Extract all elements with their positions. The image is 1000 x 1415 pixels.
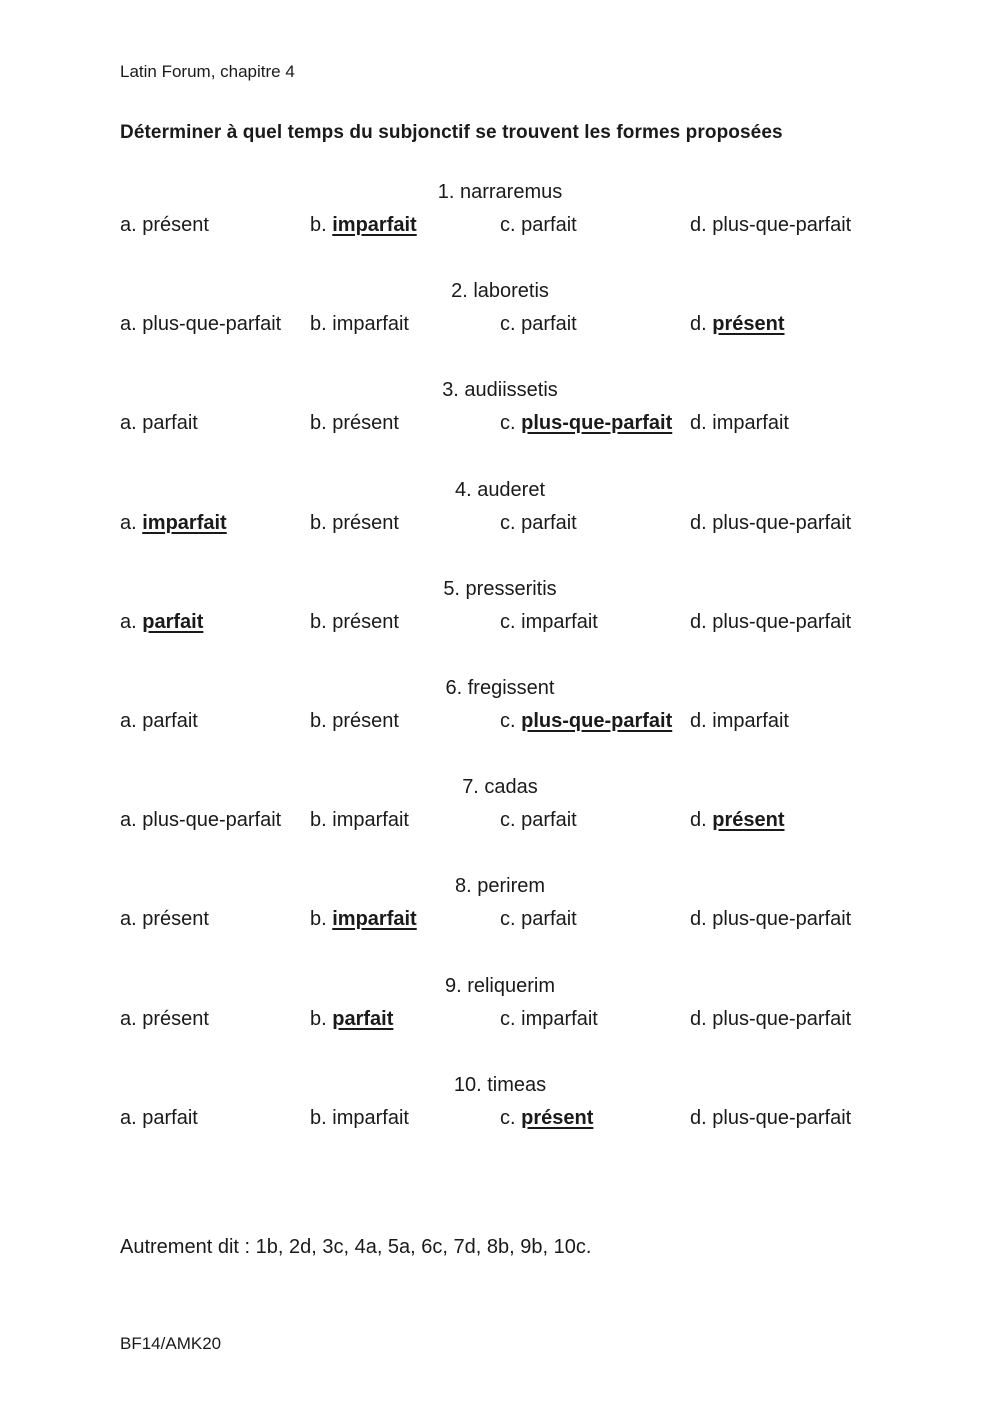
answer-option xyxy=(500,1104,690,1132)
question-block xyxy=(120,476,880,537)
option-text: imparfait xyxy=(332,809,409,832)
option-letter: d. xyxy=(690,809,707,832)
option-row xyxy=(120,211,880,239)
question-word: 4. auderet xyxy=(454,478,546,501)
answer-option xyxy=(500,608,690,636)
option-letter: b. xyxy=(310,710,327,732)
option-text: présent xyxy=(142,214,209,236)
option-text: parfait xyxy=(142,710,198,732)
option-letter: c. xyxy=(500,1007,516,1030)
answer-summary: Autrement dit : 1b, 2d, 3c, 4a, 5a, 6c, 7d, 8b, 9b, 10c. xyxy=(120,1236,592,1258)
option-letter: c. xyxy=(500,809,516,832)
option-text: plus-que-parfait xyxy=(712,908,852,931)
answer-option xyxy=(690,608,880,636)
option-row xyxy=(120,509,880,537)
option-row xyxy=(120,310,880,338)
option-row xyxy=(120,1005,880,1033)
option-text: parfait xyxy=(521,313,577,336)
answer-option xyxy=(690,211,880,239)
answer-option xyxy=(310,905,500,933)
question-word: 5. presseritis xyxy=(443,577,557,600)
option-text: imparfait xyxy=(712,412,789,435)
correct-answer-text: parfait xyxy=(332,1007,394,1030)
question-word: 3. audiissetis xyxy=(442,379,558,402)
option-letter: a. xyxy=(120,1007,137,1030)
answer-option xyxy=(120,509,310,537)
option-letter: b. xyxy=(310,313,327,336)
answer-option xyxy=(120,806,310,834)
option-letter: a. xyxy=(120,908,137,931)
question-block xyxy=(120,972,880,1033)
option-text: parfait xyxy=(142,1106,198,1129)
option-letter: b. xyxy=(310,610,327,633)
page-header: Latin Forum, chapitre 4 xyxy=(120,62,295,81)
option-text: imparfait xyxy=(521,610,598,633)
option-text: plus-que-parfait xyxy=(712,610,852,633)
option-text: présent xyxy=(332,710,399,732)
option-letter: b. xyxy=(310,809,327,832)
correct-answer-text: présent xyxy=(521,1106,594,1129)
option-letter: c. xyxy=(500,1106,516,1129)
option-text: imparfait xyxy=(332,1106,409,1129)
question-word: 9. reliquerim xyxy=(444,974,556,997)
question-word: 1. narraremus xyxy=(437,181,563,203)
question-word: 6. fregissent xyxy=(445,677,555,699)
option-letter: b. xyxy=(310,1007,327,1030)
option-letter: b. xyxy=(310,412,327,435)
correct-answer-text: présent xyxy=(712,313,785,336)
option-letter: a. xyxy=(120,1106,137,1129)
option-letter: d. xyxy=(690,610,707,633)
option-letter: b. xyxy=(310,214,327,236)
option-row xyxy=(120,707,880,735)
option-row xyxy=(120,905,880,933)
answer-option xyxy=(120,1104,310,1132)
answer-option xyxy=(690,707,880,735)
option-letter: b. xyxy=(310,908,327,931)
answer-option xyxy=(690,1005,880,1033)
option-letter: a. xyxy=(120,710,137,732)
option-letter: c. xyxy=(500,511,516,534)
answer-option xyxy=(310,509,500,537)
answer-option xyxy=(310,608,500,636)
option-text: présent xyxy=(332,412,399,435)
answer-option xyxy=(120,707,310,735)
correct-answer-text: imparfait xyxy=(332,214,417,236)
option-text: imparfait xyxy=(332,313,409,336)
answer-option xyxy=(310,1005,500,1033)
option-letter: a. xyxy=(120,809,137,832)
option-text: présent xyxy=(332,610,399,633)
answer-option xyxy=(120,409,310,437)
question-block xyxy=(120,674,880,735)
answer-option xyxy=(500,806,690,834)
answer-option xyxy=(310,707,500,735)
option-letter: c. xyxy=(500,908,516,931)
option-letter: b. xyxy=(310,511,327,534)
option-text: plus-que-parfait xyxy=(142,809,282,832)
correct-answer-text: présent xyxy=(712,809,785,832)
option-letter: d. xyxy=(690,1007,707,1030)
correct-answer-text: plus-que-parfait xyxy=(521,710,673,732)
option-letter: c. xyxy=(500,214,516,236)
option-text: présent xyxy=(332,511,399,534)
answer-option xyxy=(500,211,690,239)
answer-option xyxy=(310,211,500,239)
answer-option xyxy=(690,1104,880,1132)
question-block xyxy=(120,277,880,338)
question-block xyxy=(120,773,880,834)
option-letter: c. xyxy=(500,313,516,336)
question-word: 7. cadas xyxy=(462,776,538,799)
option-row xyxy=(120,409,880,437)
option-text: parfait xyxy=(142,412,198,435)
option-row xyxy=(120,1104,880,1132)
question-block xyxy=(120,872,880,933)
answer-option xyxy=(120,211,310,239)
option-text: présent xyxy=(142,1007,209,1030)
option-letter: d. xyxy=(690,313,707,336)
option-letter: b. xyxy=(310,1106,327,1129)
answer-option xyxy=(500,509,690,537)
option-row xyxy=(120,608,880,636)
answer-option xyxy=(120,608,310,636)
answer-option xyxy=(690,806,880,834)
option-text: présent xyxy=(142,908,209,931)
option-text: plus-que-parfait xyxy=(712,1007,852,1030)
answer-option xyxy=(120,1005,310,1033)
page-title: Déterminer à quel temps du subjonctif se trouvent les formes proposées xyxy=(120,122,783,143)
option-text: plus-que-parfait xyxy=(142,313,282,336)
option-text: parfait xyxy=(521,908,577,931)
option-text: imparfait xyxy=(712,710,789,732)
option-text: plus-que-parfait xyxy=(712,1106,852,1129)
option-letter: a. xyxy=(120,610,137,633)
option-text: parfait xyxy=(521,214,577,236)
answer-option xyxy=(310,806,500,834)
answer-option xyxy=(690,310,880,338)
page-footer: BF14/AMK20 xyxy=(120,1334,222,1353)
option-letter: d. xyxy=(690,908,707,931)
answer-option xyxy=(310,409,500,437)
option-text: parfait xyxy=(521,511,577,534)
answer-option xyxy=(120,310,310,338)
option-letter: c. xyxy=(500,412,516,435)
option-letter: d. xyxy=(690,412,707,435)
option-letter: a. xyxy=(120,511,137,534)
option-text: plus-que-parfait xyxy=(712,511,852,534)
option-letter: d. xyxy=(690,214,707,236)
answer-option xyxy=(690,509,880,537)
option-letter: a. xyxy=(120,214,137,236)
option-row xyxy=(120,806,880,834)
question-word: 2. laboretis xyxy=(451,280,549,303)
option-text: parfait xyxy=(521,809,577,832)
option-letter: d. xyxy=(690,511,707,534)
answer-option xyxy=(310,310,500,338)
question-word: 10. timeas xyxy=(453,1073,547,1096)
answer-option xyxy=(500,707,690,735)
option-letter: d. xyxy=(690,1106,707,1129)
answer-option xyxy=(500,1005,690,1033)
option-letter: a. xyxy=(120,313,137,336)
question-block xyxy=(120,575,880,636)
correct-answer-text: plus-que-parfait xyxy=(521,412,673,435)
question-block xyxy=(120,376,880,437)
answer-option xyxy=(690,409,880,437)
option-letter: d. xyxy=(690,710,707,732)
option-text: plus-que-parfait xyxy=(712,214,852,236)
answer-option xyxy=(500,905,690,933)
question-word: 8. perirem xyxy=(454,875,546,898)
correct-answer-text: imparfait xyxy=(142,511,227,534)
option-text: imparfait xyxy=(521,1007,598,1030)
option-letter: a. xyxy=(120,412,137,435)
answer-option xyxy=(690,905,880,933)
answer-option xyxy=(120,905,310,933)
answer-option xyxy=(310,1104,500,1132)
answer-option xyxy=(500,310,690,338)
question-block xyxy=(120,178,880,239)
option-letter: c. xyxy=(500,710,516,732)
option-letter: c. xyxy=(500,610,516,633)
correct-answer-text: imparfait xyxy=(332,908,417,931)
correct-answer-text: parfait xyxy=(142,610,204,633)
question-block xyxy=(120,1071,880,1132)
answer-option xyxy=(500,409,690,437)
